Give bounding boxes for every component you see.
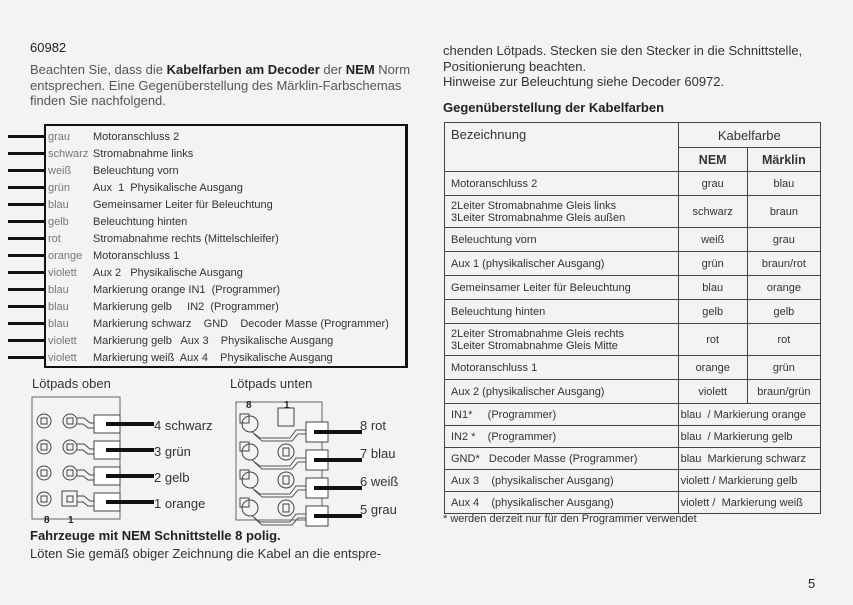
right-line-1: chenden Lötpads. Stecken sie den Stecker in die Schnittstelle, (443, 43, 803, 58)
intro-text-1: Beachten Sie, dass die (30, 62, 167, 77)
row-nem-color: weiß (678, 228, 747, 252)
table-row (445, 470, 821, 492)
row-nem-color: schwarz (678, 196, 747, 228)
pad-label: 4 schwarz (154, 418, 213, 433)
row-maerklin-color: orange (747, 276, 820, 300)
solder-pad-row (37, 414, 154, 433)
footnote: * werden derzeit nur für den Programmer verwendet (443, 513, 697, 525)
intro-bold-2: NEM (345, 62, 375, 77)
wire-description: Motoranschluss 2 (93, 131, 180, 143)
row-nem-color: grau (678, 172, 747, 196)
table-row (445, 448, 821, 470)
pad-label: 6 weiß (360, 474, 399, 489)
row-description-line: Gemeinsamer Leiter für Beleuchtung (451, 281, 631, 294)
table-row (445, 492, 821, 514)
row-description: Aux 4 (physikalischer Ausgang) (445, 492, 679, 514)
row-merged-color: blau Markierung schwarz (678, 448, 820, 470)
wire-color: blau (48, 199, 69, 211)
table-row (445, 228, 821, 252)
row-nem-color: orange (678, 356, 747, 380)
wire-legend-box (44, 124, 408, 368)
row-description (445, 324, 679, 356)
row-description: IN1* (Programmer) (445, 404, 679, 426)
solder-pad-row (37, 466, 154, 485)
row-description-line: Aux 2 (physikalischer Ausgang) (451, 385, 605, 398)
wire-description: Beleuchtung hinten (93, 216, 188, 228)
table-row (445, 172, 821, 196)
wire-stub (8, 322, 44, 325)
pads-top-pin-1: 1 (68, 515, 74, 525)
row-merged-color: violett / Markierung gelb (678, 470, 820, 492)
table-row (445, 276, 821, 300)
table-row (445, 404, 821, 426)
wire-stub (8, 254, 44, 257)
row-maerklin-color: grau (747, 228, 820, 252)
table-row (445, 324, 821, 356)
pad-label: 8 rot (360, 418, 387, 433)
table-row (445, 380, 821, 404)
row-merged-color: blau / Markierung orange (678, 404, 820, 426)
row-description (445, 172, 679, 196)
wire-color: violett (48, 267, 77, 279)
table-row (445, 196, 821, 228)
row-description (445, 276, 679, 300)
pads-bottom-pin-1: 1 (284, 400, 290, 411)
row-description (445, 228, 679, 252)
wire-description: Markierung schwarz GND Decoder Masse (Programmer) (93, 318, 389, 330)
wire-stub (8, 305, 44, 308)
row-description-line: 3Leiter Stromabnahme Gleis außen (451, 211, 626, 224)
wire-stub (8, 186, 44, 189)
row-maerklin-color: gelb (747, 300, 820, 324)
row-description-line: Aux 1 (physikalischer Ausgang) (451, 257, 605, 270)
wire-color: blau (48, 301, 69, 313)
row-nem-color: gelb (678, 300, 747, 324)
cable-color-table (444, 122, 821, 514)
table-row (445, 300, 821, 324)
wire-description: Aux 1 Physikalische Ausgang (93, 182, 243, 194)
wire-color: grün (48, 182, 71, 194)
row-description-line: Motoranschluss 1 (451, 361, 538, 374)
row-maerklin-color: braun (747, 196, 820, 228)
row-nem-color: violett (678, 380, 747, 404)
row-description: GND* Decoder Masse (Programmer) (445, 448, 679, 470)
wire-color: weiß (48, 165, 72, 177)
wire-stub (8, 339, 44, 342)
wire-color: blau (48, 284, 69, 296)
header-description: Bezeichnung (445, 123, 679, 172)
wire-color: blau (48, 318, 69, 330)
row-description: Aux 3 (physikalischer Ausgang) (445, 470, 679, 492)
row-description (445, 380, 679, 404)
wire-color: rot (48, 233, 61, 245)
row-nem-color: blau (678, 276, 747, 300)
row-merged-color: blau / Markierung gelb (678, 426, 820, 448)
solder-pad-row (37, 440, 154, 459)
header-cable-color: Kabelfarbe (678, 123, 820, 148)
row-description (445, 356, 679, 380)
row-maerklin-color: rot (747, 324, 820, 356)
row-description-line: 2Leiter Stromabnahme Gleis rechts (451, 327, 625, 340)
pad-label: 5 grau (360, 502, 397, 517)
intro-text-2: der (319, 62, 346, 77)
row-description: IN2 * (Programmer) (445, 426, 679, 448)
wire-description: Stromabnahme rechts (Mittelschleifer) (93, 233, 279, 245)
wire-description: Markierung gelb Aux 3 Physikalische Ausgang (93, 335, 334, 347)
row-description-line: 2Leiter Stromabnahme Gleis links (451, 199, 617, 212)
solder-pad-row (240, 442, 362, 470)
row-description-line: 3Leiter Stromabnahme Gleis Mitte (451, 339, 618, 352)
wire-color: schwarz (48, 148, 89, 160)
pad-label: 7 blau (360, 446, 396, 461)
row-maerklin-color: braun/rot (747, 252, 820, 276)
page-number: 5 (808, 576, 816, 591)
row-description-line: Beleuchtung hinten (451, 305, 546, 318)
wire-color: violett (48, 335, 77, 347)
solder-pad-row (240, 470, 362, 498)
row-maerklin-color: grün (747, 356, 820, 380)
wire-description: Markierung gelb IN2 (Programmer) (93, 301, 279, 313)
table-row (445, 356, 821, 380)
pads-top-pin-8: 8 (44, 515, 50, 525)
row-nem-color: grün (678, 252, 747, 276)
wire-stub (8, 237, 44, 240)
wire-description: Markierung weiß Aux 4 Physikalische Ausgang (93, 352, 333, 364)
header-maerklin: Märklin (747, 148, 820, 172)
intro-text-3: Norm entsprechen. Eine Gegenüberstellung des Märklin-Farbschemas finden Sie nachfolgend. (30, 62, 411, 108)
wire-stub (8, 152, 44, 155)
right-line-2: Positionierung beachten. (443, 58, 587, 74)
solder-pad-row (240, 498, 362, 526)
wire-stub (8, 356, 44, 359)
table-row (445, 426, 821, 448)
pads-top-title: Lötpads oben (32, 376, 111, 391)
wire-stub (8, 135, 44, 138)
right-line-3: Hinweise zur Beleuchtung siehe Decoder 60972. (443, 74, 725, 89)
wire-color: grau (48, 131, 71, 143)
row-description-line: Beleuchtung vorn (451, 233, 537, 246)
wire-stub (8, 169, 44, 172)
pads-bottom-pin-8: 8 (246, 400, 252, 411)
row-description (445, 196, 679, 228)
wire-color: gelb (48, 216, 69, 228)
pad-label: 1 orange (154, 496, 206, 511)
intro-paragraph (30, 62, 420, 109)
model-number: 60982 (30, 40, 67, 55)
solder-pad-row (37, 491, 154, 511)
intro-bold-1: Kabelfarben am Decoder (166, 62, 320, 77)
wire-description: Aux 2 Physikalische Ausgang (93, 267, 243, 279)
right-paragraph (443, 43, 843, 90)
wire-stub (8, 203, 44, 206)
wire-stub (8, 220, 44, 223)
wire-description: Stromabnahme links (93, 148, 194, 160)
wire-description: Beleuchtung vorn (93, 165, 179, 177)
pads-bottom-title: Lötpads unten (230, 376, 313, 391)
wire-description: Markierung orange IN1 (Programmer) (93, 284, 281, 296)
wire-color: violett (48, 352, 77, 364)
row-description (445, 300, 679, 324)
nem-heading: Fahrzeuge mit NEM Schnittstelle 8 polig. (30, 528, 281, 543)
comparison-heading: Gegenüberstellung der Kabelfarben (443, 100, 665, 115)
row-nem-color: rot (678, 324, 747, 356)
wire-description: Motoranschluss 1 (93, 250, 180, 262)
solder-pad-row (240, 408, 362, 442)
row-maerklin-color: blau (747, 172, 820, 196)
wire-stub (8, 288, 44, 291)
pads-bottom-diagram (234, 398, 364, 528)
row-description-line: Motoranschluss 2 (451, 177, 538, 190)
wire-stub (8, 271, 44, 274)
table-header-row (445, 123, 821, 148)
row-description (445, 252, 679, 276)
wire-color: orange (48, 250, 83, 262)
wire-description: Gemeinsamer Leiter für Beleuchtung (93, 199, 273, 211)
pad-label: 3 grün (154, 444, 191, 459)
row-merged-color: violett / Markierung weiß (678, 492, 820, 514)
row-maerklin-color: braun/grün (747, 380, 820, 404)
pad-label: 2 gelb (154, 470, 190, 485)
header-nem: NEM (678, 148, 747, 172)
table-row (445, 252, 821, 276)
solder-instructions: Löten Sie gemäß obiger Zeichnung die Kabel an die entspre- (30, 546, 382, 561)
